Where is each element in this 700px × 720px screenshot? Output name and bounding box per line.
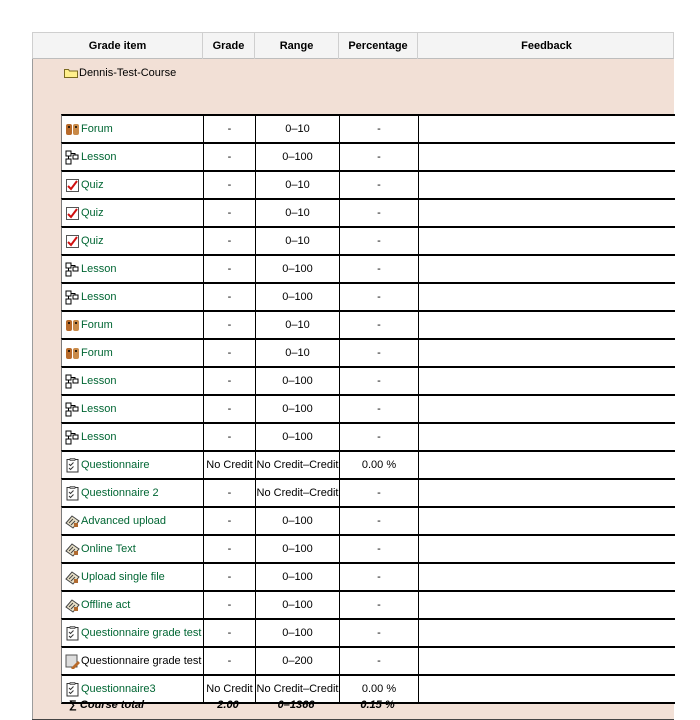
- item-percentage: -: [339, 200, 418, 226]
- item-link[interactable]: Lesson: [81, 291, 117, 303]
- item-range: 0–10: [255, 116, 339, 142]
- item-range: 0–10: [255, 228, 339, 254]
- assignment-icon: [65, 541, 80, 556]
- item-percentage: -: [339, 592, 418, 618]
- item-grade: -: [203, 284, 255, 310]
- col-grade-item: Grade item: [88, 40, 147, 52]
- item-name-cell: [62, 620, 203, 646]
- item-link[interactable]: Questionnaire 2: [81, 487, 159, 499]
- item-link[interactable]: Lesson: [81, 431, 117, 443]
- item-feedback: [418, 424, 676, 450]
- item-feedback: [418, 396, 676, 422]
- item-percentage: -: [339, 536, 418, 562]
- item-feedback: [418, 284, 676, 310]
- course-total-row: [61, 692, 675, 718]
- item-feedback: [418, 368, 676, 394]
- table-row: [61, 562, 675, 590]
- course-total-grade: 2.00: [217, 699, 239, 711]
- item-feedback: [418, 508, 676, 534]
- item-feedback: [418, 312, 676, 338]
- item-percentage: -: [339, 508, 418, 534]
- quiz-icon: [65, 205, 80, 220]
- item-grade: -: [203, 648, 255, 674]
- item-name-cell: [62, 424, 203, 450]
- item-range: No Credit–Credit: [255, 480, 339, 506]
- item-link[interactable]: Quiz: [81, 207, 104, 219]
- item-range: 0–200: [255, 648, 339, 674]
- item-name-cell: [62, 340, 203, 366]
- course-total-percentage: 0.15 %: [360, 699, 395, 711]
- item-grade: -: [203, 172, 255, 198]
- item-name-cell: [62, 648, 203, 674]
- item-percentage: -: [339, 284, 418, 310]
- sigma-icon: ∑: [69, 699, 77, 711]
- item-name-cell: [62, 508, 203, 534]
- item-feedback: [418, 592, 676, 618]
- item-range: No Credit–Credit: [255, 676, 339, 702]
- item-name-cell: [62, 116, 203, 142]
- questionnaire-icon: [65, 457, 80, 472]
- item-link[interactable]: Online Text: [81, 543, 136, 555]
- item-link[interactable]: Forum: [81, 319, 113, 331]
- item-grade: -: [203, 368, 255, 394]
- item-grade: -: [203, 144, 255, 170]
- table-row: [61, 478, 675, 506]
- item-feedback: [418, 564, 676, 590]
- table-header: [32, 32, 674, 59]
- item-percentage: -: [339, 116, 418, 142]
- item-feedback: [418, 116, 676, 142]
- category-block: [32, 59, 674, 719]
- item-name-cell: [62, 592, 203, 618]
- table-row: [61, 534, 675, 562]
- item-link: Questionnaire grade test: [81, 655, 202, 667]
- item-range: 0–10: [255, 340, 339, 366]
- assignment-icon: [65, 597, 80, 612]
- item-feedback: [418, 340, 676, 366]
- manual-item-icon: [65, 653, 80, 668]
- item-range: 0–10: [255, 312, 339, 338]
- item-feedback: [418, 536, 676, 562]
- item-link[interactable]: Quiz: [81, 235, 104, 247]
- item-link[interactable]: Lesson: [81, 263, 117, 275]
- quiz-icon: [65, 233, 80, 248]
- item-grade: -: [203, 592, 255, 618]
- item-link[interactable]: Lesson: [81, 403, 117, 415]
- item-feedback: [418, 648, 676, 674]
- item-percentage: -: [339, 172, 418, 198]
- forum-icon: [65, 317, 80, 332]
- item-feedback: [418, 228, 676, 254]
- item-name-cell: [62, 200, 203, 226]
- item-range: No Credit–Credit: [255, 452, 339, 478]
- table-row: [61, 618, 675, 646]
- table-row: [61, 282, 675, 310]
- col-range: Range: [254, 33, 338, 59]
- table-row: [61, 226, 675, 254]
- forum-icon: [65, 121, 80, 136]
- item-link[interactable]: Questionnaire grade test: [81, 627, 202, 639]
- item-percentage: -: [339, 256, 418, 282]
- item-range: 0–100: [255, 564, 339, 590]
- table-row: [61, 450, 675, 478]
- item-name-cell: [62, 480, 203, 506]
- lesson-icon: [65, 149, 80, 164]
- item-link[interactable]: Offline act: [81, 599, 131, 611]
- item-feedback: [418, 172, 676, 198]
- table-row: [61, 366, 675, 394]
- item-name-cell: [62, 564, 203, 590]
- item-feedback: [418, 620, 676, 646]
- table-row: [61, 338, 675, 366]
- item-grade: No Credit: [203, 676, 255, 702]
- item-range: 0–10: [255, 200, 339, 226]
- forum-icon: [65, 345, 80, 360]
- grade-items-table: [61, 114, 675, 704]
- col-feedback: Feedback: [417, 33, 675, 59]
- table-row: [61, 646, 675, 674]
- table-row: [61, 254, 675, 282]
- item-name-cell: [62, 228, 203, 254]
- item-link[interactable]: Forum: [81, 347, 113, 359]
- item-name-cell: [62, 368, 203, 394]
- item-grade: -: [203, 256, 255, 282]
- col-percentage: Percentage: [338, 33, 417, 59]
- assignment-icon: [65, 569, 80, 584]
- item-name-cell: [62, 172, 203, 198]
- item-grade: -: [203, 312, 255, 338]
- item-range: 0–100: [255, 256, 339, 282]
- table-row: [61, 310, 675, 338]
- item-range: 0–100: [255, 536, 339, 562]
- table-row: [61, 394, 675, 422]
- item-feedback: [418, 480, 676, 506]
- item-name-cell: [62, 452, 203, 478]
- item-grade: -: [203, 564, 255, 590]
- item-percentage: -: [339, 564, 418, 590]
- item-range: 0–10: [255, 172, 339, 198]
- course-total-range: 0–1366: [277, 699, 315, 711]
- item-grade: -: [203, 620, 255, 646]
- item-feedback: [418, 452, 676, 478]
- item-name-cell: [62, 144, 203, 170]
- lesson-icon: [65, 261, 80, 276]
- table-row: [61, 114, 675, 142]
- item-range: 0–100: [255, 424, 339, 450]
- item-range: 0–100: [255, 368, 339, 394]
- category-name: Dennis-Test-Course: [79, 67, 177, 79]
- item-percentage: 0.00 %: [339, 676, 418, 702]
- item-link[interactable]: Upload single file: [81, 571, 165, 583]
- item-name-cell: [62, 284, 203, 310]
- item-range: 0–100: [255, 396, 339, 422]
- lesson-icon: [65, 373, 80, 388]
- table-row: [61, 198, 675, 226]
- item-feedback: [418, 144, 676, 170]
- item-percentage: -: [339, 424, 418, 450]
- item-link[interactable]: Questionnaire3: [81, 683, 156, 695]
- course-total-label: [69, 692, 144, 718]
- item-grade: -: [203, 340, 255, 366]
- table-row: [61, 422, 675, 450]
- item-percentage: -: [339, 648, 418, 674]
- folder-icon: [64, 68, 78, 78]
- item-link[interactable]: Quiz: [81, 179, 104, 191]
- item-range: 0–100: [255, 144, 339, 170]
- lesson-icon: [65, 429, 80, 444]
- table-row: [61, 506, 675, 534]
- lesson-icon: [65, 401, 80, 416]
- item-range: 0–100: [255, 508, 339, 534]
- item-link[interactable]: Advanced upload: [81, 515, 167, 527]
- table-row: [61, 142, 675, 170]
- item-percentage: -: [339, 396, 418, 422]
- item-grade: -: [203, 396, 255, 422]
- item-percentage: -: [339, 368, 418, 394]
- item-range: 0–100: [255, 592, 339, 618]
- item-name-cell: [62, 256, 203, 282]
- item-grade: No Credit: [203, 452, 255, 478]
- item-range: 0–100: [255, 620, 339, 646]
- item-grade: -: [203, 508, 255, 534]
- item-grade: -: [203, 536, 255, 562]
- assignment-icon: [65, 513, 80, 528]
- col-grade: Grade: [202, 33, 254, 59]
- questionnaire-icon: [65, 625, 80, 640]
- item-range: 0–100: [255, 284, 339, 310]
- item-grade: -: [203, 480, 255, 506]
- quiz-icon: [65, 177, 80, 192]
- item-percentage: 0.00 %: [339, 452, 418, 478]
- item-feedback: [418, 256, 676, 282]
- item-link[interactable]: Lesson: [81, 375, 117, 387]
- item-grade: -: [203, 424, 255, 450]
- course-total-text: Course total: [79, 699, 145, 711]
- item-percentage: -: [339, 312, 418, 338]
- item-link[interactable]: Questionnaire: [81, 459, 150, 471]
- item-grade: -: [203, 200, 255, 226]
- item-percentage: -: [339, 480, 418, 506]
- item-feedback: [418, 200, 676, 226]
- item-percentage: -: [339, 144, 418, 170]
- lesson-icon: [65, 289, 80, 304]
- item-link[interactable]: Lesson: [81, 151, 117, 163]
- item-percentage: -: [339, 340, 418, 366]
- category-row: [33, 59, 675, 87]
- questionnaire-icon: [65, 485, 80, 500]
- table-row: [61, 170, 675, 198]
- item-name-cell: [62, 536, 203, 562]
- item-link[interactable]: Forum: [81, 123, 113, 135]
- item-percentage: -: [339, 620, 418, 646]
- item-percentage: -: [339, 228, 418, 254]
- item-name-cell: [62, 396, 203, 422]
- table-row: [61, 590, 675, 618]
- item-name-cell: [62, 312, 203, 338]
- item-grade: -: [203, 116, 255, 142]
- item-grade: -: [203, 228, 255, 254]
